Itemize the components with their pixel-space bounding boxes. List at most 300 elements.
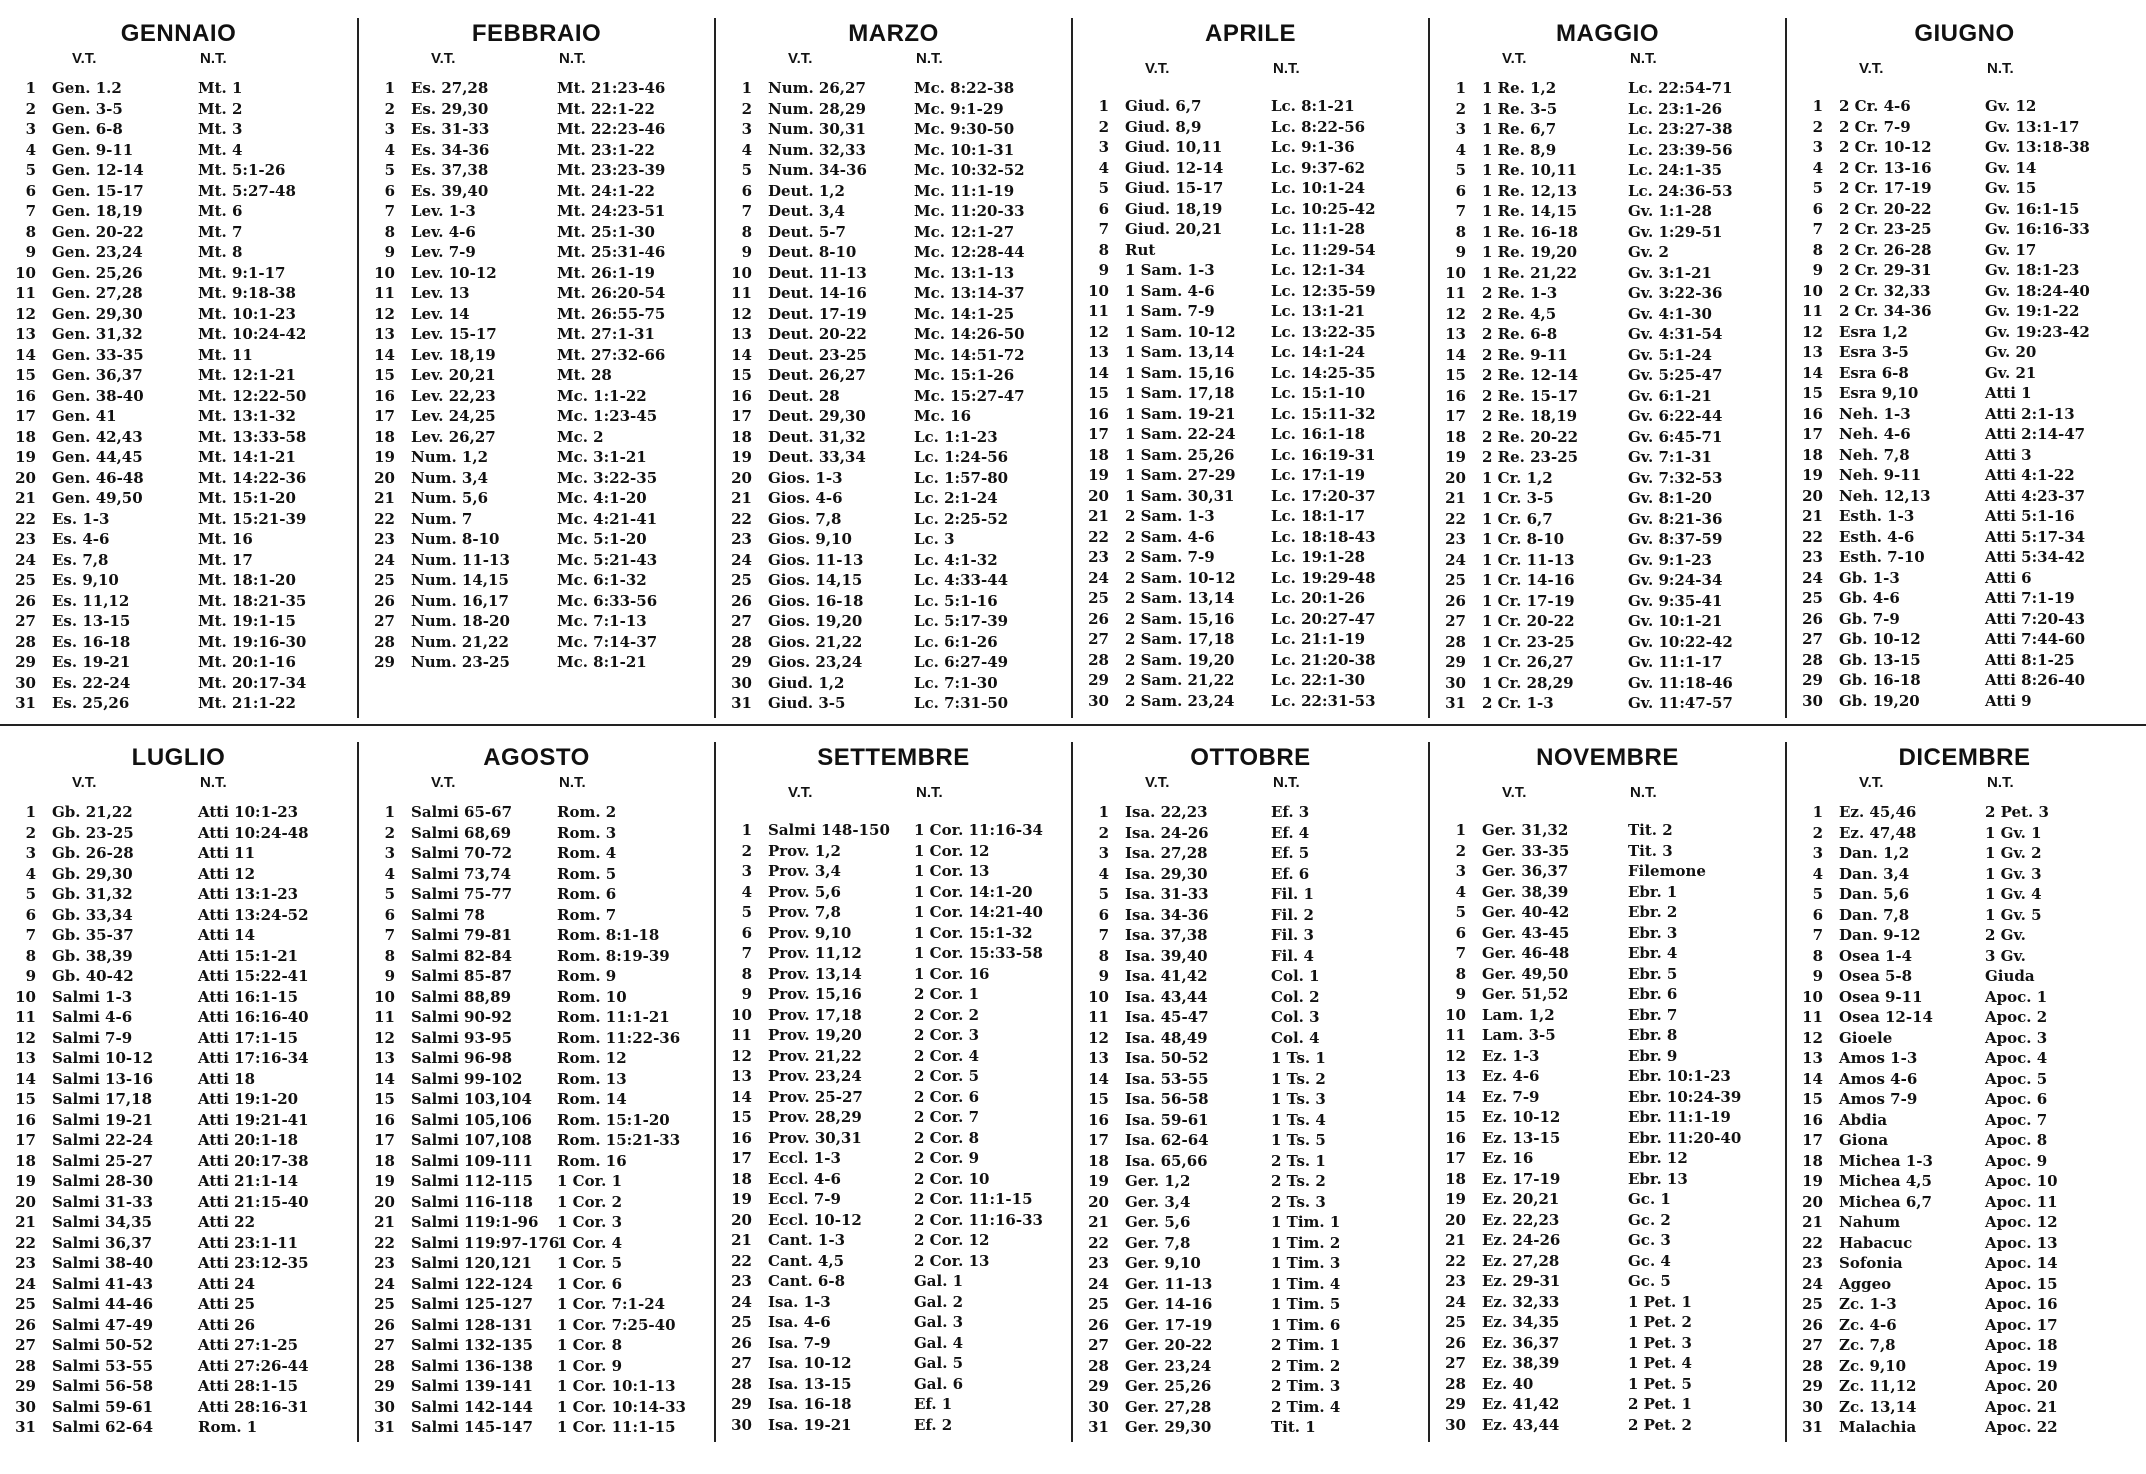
day-number: 18 (15, 1151, 36, 1170)
reading-row (1787, 1192, 2142, 1213)
new-testament-reading: Gv. 9:1-23 (1628, 550, 1712, 569)
reading-row (0, 693, 357, 714)
reading-row (1430, 882, 1785, 903)
reading-row (716, 820, 1071, 841)
old-testament-reading: Giona (1839, 1131, 1889, 1149)
day-number: 25 (15, 1295, 36, 1313)
old-testament-reading: Isa. 34-36 (1125, 905, 1209, 924)
old-testament-reading: Lev. 7-9 (411, 243, 476, 261)
reading-row (0, 925, 357, 946)
old-testament-reading: Giud. 6,7 (1125, 97, 1202, 115)
reading-row (716, 263, 1071, 284)
new-testament-reading: Rom. 7 (557, 905, 617, 924)
reading-row (1430, 861, 1785, 882)
old-testament-reading: Osea 1-4 (1839, 946, 1913, 965)
day-number: 7 (384, 202, 395, 220)
new-testament-reading: Gv. 15 (1985, 179, 2037, 197)
old-testament-reading: Num. 18-20 (411, 612, 510, 630)
new-testament-reading: Mc. 7:14-37 (557, 632, 658, 651)
day-number: 17 (1088, 425, 1109, 443)
new-testament-reading: Lc. 15:11-32 (1271, 404, 1376, 423)
day-number: 25 (374, 571, 395, 589)
reading-row (1430, 1107, 1785, 1128)
reading-row (1787, 1028, 2142, 1049)
reading-row (1430, 160, 1785, 181)
new-testament-reading: Ebr. 2 (1628, 903, 1678, 921)
new-testament-reading: Mt. 11 (198, 345, 253, 364)
old-testament-reading: Eccl. 7-9 (768, 1190, 841, 1208)
new-testament-reading: Apoc. 16 (1985, 1295, 2058, 1313)
reading-row (0, 386, 357, 407)
day-number: 4 (384, 864, 395, 883)
reading-row (1430, 529, 1785, 550)
new-testament-reading: Gal. 5 (914, 1354, 964, 1372)
day-number: 12 (15, 1028, 36, 1047)
new-testament-reading: Mt. 17 (198, 550, 253, 569)
old-testament-reading: Amos 7-9 (1839, 1090, 1918, 1108)
new-testament-reading: 2 Cor. 5 (914, 1067, 980, 1085)
readings-list (1787, 96, 2142, 711)
reading-row (1787, 1356, 2142, 1377)
day-number: 12 (374, 304, 395, 323)
day-number: 17 (731, 407, 752, 425)
reading-row (0, 1356, 357, 1377)
new-testament-reading: 2 Pet. 2 (1628, 1415, 1692, 1434)
new-testament-reading: Mc. 6:1-32 (557, 571, 647, 589)
reading-row (1430, 591, 1785, 612)
new-testament-reading: 2 Pet. 1 (1628, 1395, 1692, 1413)
reading-row (1073, 843, 1428, 864)
new-testament-reading: Atti 28:1-15 (198, 1377, 299, 1395)
nt-header: N.T. (1273, 59, 1300, 77)
day-number: 23 (731, 1272, 752, 1290)
day-number: 18 (15, 427, 36, 446)
reading-row (1787, 802, 2142, 823)
reading-row (716, 386, 1071, 407)
day-number: 6 (741, 181, 752, 200)
reading-row (0, 324, 357, 345)
day-number: 22 (374, 1233, 395, 1252)
reading-row (1430, 99, 1785, 120)
day-number: 7 (1098, 220, 1109, 238)
old-testament-reading: Gb. 16-18 (1839, 671, 1921, 689)
day-number: 8 (1455, 964, 1466, 983)
old-testament-reading: 1 Cr. 23-25 (1482, 632, 1575, 651)
old-testament-reading: 2 Sam. 10-12 (1125, 568, 1236, 587)
new-testament-reading: Mc. 3:1-21 (557, 448, 647, 466)
old-testament-reading: Salmi 122-124 (411, 1274, 533, 1293)
day-number: 31 (1088, 1418, 1109, 1436)
old-testament-reading: 2 Cr. 20-22 (1839, 199, 1932, 218)
new-testament-reading: 1 Tim. 2 (1271, 1233, 1341, 1252)
reading-row (1787, 864, 2142, 885)
new-testament-reading: Mc. 11:1-19 (914, 181, 1015, 200)
reading-row (0, 99, 357, 120)
old-testament-reading: Isa. 16-18 (768, 1395, 852, 1413)
old-testament-reading: Ez. 38,39 (1482, 1354, 1560, 1372)
old-testament-reading: Ez. 47,48 (1839, 823, 1917, 842)
day-number: 16 (374, 1110, 395, 1129)
new-testament-reading: Fil. 2 (1271, 905, 1314, 924)
old-testament-reading: Ez. 17-19 (1482, 1169, 1561, 1188)
old-testament-reading: Num. 23-25 (411, 653, 510, 671)
day-number: 5 (384, 885, 395, 903)
day-number: 8 (741, 222, 752, 241)
day-number: 16 (15, 1110, 36, 1129)
old-testament-reading: Salmi 62-64 (52, 1418, 154, 1436)
day-number: 4 (1812, 864, 1823, 883)
reading-row (1787, 342, 2142, 363)
day-number: 6 (1098, 905, 1109, 924)
reading-row (0, 1294, 357, 1315)
reading-row (1787, 383, 2142, 404)
reading-row (716, 693, 1071, 714)
old-testament-reading: Es. 22-24 (52, 673, 131, 692)
day-number: 9 (741, 243, 752, 261)
reading-row (359, 160, 714, 181)
new-testament-reading: Mt. 23:23-39 (557, 161, 666, 179)
day-number: 16 (15, 386, 36, 405)
reading-row (0, 1315, 357, 1336)
day-number: 29 (1088, 671, 1109, 689)
day-number: 3 (384, 120, 395, 138)
nt-header: N.T. (1630, 783, 1657, 801)
old-testament-reading: Ez. 16 (1482, 1149, 1534, 1167)
old-testament-reading: 2 Sam. 23,24 (1125, 691, 1235, 710)
reading-row (716, 529, 1071, 550)
old-testament-reading: Salmi 59-61 (52, 1397, 154, 1416)
reading-row (359, 802, 714, 823)
reading-row (1073, 506, 1428, 527)
new-testament-reading: 1 Cor. 15:1-32 (914, 923, 1033, 942)
old-testament-reading: 1 Cr. 28,29 (1482, 673, 1574, 692)
day-number: 23 (1445, 530, 1466, 548)
new-testament-reading: Mc. 6:33-56 (557, 591, 658, 610)
new-testament-reading: Mt. 18:21-35 (198, 591, 307, 610)
new-testament-reading: Gv. 11:18-46 (1628, 673, 1733, 692)
old-testament-reading: Salmi 1-3 (52, 987, 133, 1006)
reading-row (0, 181, 357, 202)
day-number: 15 (731, 366, 752, 384)
day-number: 19 (1802, 466, 1823, 484)
new-testament-reading: Fil. 3 (1271, 926, 1314, 944)
day-number: 9 (1812, 261, 1823, 279)
reading-row (1787, 1130, 2142, 1151)
new-testament-reading: Mt. 24:1-22 (557, 181, 655, 200)
old-testament-reading: Salmi 125-127 (411, 1295, 533, 1313)
reading-row (716, 1251, 1071, 1272)
old-testament-reading: Prov. 1,2 (768, 841, 841, 860)
day-number: 8 (1812, 946, 1823, 965)
reading-row (359, 427, 714, 448)
reading-row (359, 99, 714, 120)
new-testament-reading: Rom. 13 (557, 1069, 627, 1088)
reading-row (359, 1110, 714, 1131)
reading-row (359, 843, 714, 864)
reading-row (1430, 509, 1785, 530)
new-testament-reading: Mt. 15:1-20 (198, 489, 296, 507)
old-testament-reading: Gios. 11-13 (768, 550, 864, 569)
new-testament-reading: 1 Cor. 3 (557, 1213, 623, 1231)
day-number: 26 (15, 1315, 36, 1334)
reading-row (359, 283, 714, 304)
reading-row (359, 386, 714, 407)
new-testament-reading: Gv. 16:16-33 (1985, 220, 2090, 238)
reading-row (0, 140, 357, 161)
old-testament-reading: Deut. 8-10 (768, 243, 857, 261)
reading-row (1073, 1233, 1428, 1254)
reading-row (716, 1066, 1071, 1087)
new-testament-reading: 1 Pet. 2 (1628, 1313, 1692, 1331)
reading-row (1787, 281, 2142, 302)
old-testament-reading: Neh. 1-3 (1839, 404, 1911, 423)
day-number: 8 (25, 946, 36, 965)
old-testament-reading: Salmi 112-115 (411, 1172, 533, 1190)
reading-row (1430, 427, 1785, 448)
reading-row (0, 1274, 357, 1295)
reading-row (716, 1415, 1071, 1436)
new-testament-reading: Atti 5:17-34 (1985, 527, 2086, 546)
reading-row (1073, 178, 1428, 199)
month-block (1428, 18, 1785, 718)
new-testament-reading: Rom. 4 (557, 844, 617, 862)
reading-row (1073, 1007, 1428, 1028)
old-testament-reading: Salmi 13-16 (52, 1069, 154, 1088)
old-testament-reading: Deut. 5-7 (768, 222, 846, 241)
reading-row (1787, 1294, 2142, 1315)
old-testament-reading: Salmi 88,89 (411, 987, 512, 1006)
new-testament-reading: Gv. 16:1-15 (1985, 199, 2080, 218)
new-testament-reading: Mc. 8:22-38 (914, 79, 1015, 97)
reading-row (1073, 1376, 1428, 1397)
day-number: 14 (1088, 1069, 1109, 1088)
day-number: 9 (1098, 261, 1109, 279)
new-testament-reading: 2 Cor. 2 (914, 1005, 980, 1024)
old-testament-reading: 1 Sam. 15,16 (1125, 363, 1235, 382)
day-number: 31 (731, 694, 752, 712)
day-number: 1 (1098, 803, 1109, 821)
reading-row (0, 1253, 357, 1274)
reading-row (1430, 1230, 1785, 1251)
day-number: 28 (374, 1356, 395, 1375)
new-testament-reading: Lc. 17:20-37 (1271, 486, 1376, 505)
day-number: 19 (15, 448, 36, 466)
old-testament-reading: Ez. 20,21 (1482, 1190, 1560, 1208)
reading-row (1430, 652, 1785, 673)
reading-row (716, 181, 1071, 202)
day-number: 22 (1088, 1233, 1109, 1252)
day-number: 2 (1812, 117, 1823, 136)
new-testament-reading: Atti 11 (198, 844, 256, 862)
reading-row (716, 222, 1071, 243)
old-testament-reading: 1 Sam. 25,26 (1125, 445, 1235, 464)
month-title: NOVEMBRE (1536, 744, 1679, 771)
reading-row (1787, 1171, 2142, 1192)
new-testament-reading: Atti 21:1-14 (198, 1172, 299, 1190)
day-number: 10 (731, 1005, 752, 1024)
day-number: 9 (1098, 967, 1109, 985)
day-number: 26 (374, 1315, 395, 1334)
new-testament-reading: Lc. 2:1-24 (914, 489, 998, 507)
nt-header: N.T. (200, 50, 227, 67)
reading-row (1073, 219, 1428, 240)
old-testament-reading: Salmi 93-95 (411, 1028, 513, 1047)
old-testament-reading: Ger. 23,24 (1125, 1356, 1212, 1375)
old-testament-reading: Ez. 29-31 (1482, 1272, 1561, 1290)
old-testament-reading: Num. 34-36 (768, 161, 867, 179)
new-testament-reading: 2 Gv. (1985, 926, 2026, 944)
new-testament-reading: Mc. 13:14-37 (914, 284, 1025, 302)
reading-row (1787, 199, 2142, 220)
day-number: 18 (1445, 427, 1466, 446)
old-testament-reading: 1 Cr. 1,2 (1482, 468, 1553, 487)
day-number: 19 (1445, 448, 1466, 466)
new-testament-reading: Mc. 8:1-21 (557, 653, 647, 671)
old-testament-reading: Prov. 5,6 (768, 882, 841, 901)
new-testament-reading: Fil. 4 (1271, 946, 1314, 965)
day-number: 19 (731, 448, 752, 466)
day-number: 27 (374, 1336, 395, 1354)
new-testament-reading: Mt. 10:24-42 (198, 325, 307, 343)
reading-row (1430, 902, 1785, 923)
reading-row (359, 468, 714, 489)
reading-row (1430, 119, 1785, 140)
day-number: 11 (15, 284, 36, 302)
day-number: 1 (1455, 79, 1466, 97)
new-testament-reading: 1 Cor. 14:21-40 (914, 903, 1043, 921)
day-number: 23 (374, 530, 395, 548)
day-number: 3 (25, 844, 36, 862)
new-testament-reading: Tit. 3 (1628, 841, 1673, 860)
reading-row (716, 882, 1071, 903)
reading-row (1073, 1417, 1428, 1438)
new-testament-reading: 1 Cor. 13 (914, 862, 990, 880)
old-testament-reading: Ger. 11-13 (1125, 1274, 1213, 1293)
reading-row (716, 324, 1071, 345)
day-number: 7 (1455, 944, 1466, 962)
reading-row (1073, 527, 1428, 548)
day-number: 22 (1445, 509, 1466, 528)
day-number: 21 (374, 1213, 395, 1231)
old-testament-reading: Isa. 48,49 (1125, 1028, 1208, 1047)
new-testament-reading: Ef. 4 (1271, 823, 1310, 842)
day-number: 24 (1445, 1292, 1466, 1311)
reading-row (359, 1376, 714, 1397)
reading-row (1787, 506, 2142, 527)
day-number: 6 (1812, 199, 1823, 218)
day-number: 26 (731, 591, 752, 610)
reading-row (716, 902, 1071, 923)
old-testament-reading: Sofonia (1839, 1254, 1903, 1272)
reading-row (1787, 629, 2142, 650)
new-testament-reading: Mc. 15:1-26 (914, 366, 1015, 384)
day-number: 29 (1088, 1377, 1109, 1395)
old-testament-reading: Deut. 17-19 (768, 304, 867, 323)
old-testament-reading: Ger. 5,6 (1125, 1213, 1191, 1231)
day-number: 7 (1098, 926, 1109, 944)
month-block (357, 742, 714, 1442)
new-testament-reading: Atti 13:24-52 (198, 905, 309, 924)
old-testament-reading: Giud. 3-5 (768, 694, 846, 712)
new-testament-reading: 1 Cor. 9 (557, 1356, 623, 1375)
day-number: 20 (731, 1210, 752, 1229)
new-testament-reading: Rom. 8:1-18 (557, 926, 660, 944)
old-testament-reading: Gen. 29,30 (52, 304, 143, 323)
new-testament-reading: Lc. 22:1-30 (1271, 671, 1366, 689)
day-number: 13 (1445, 1067, 1466, 1085)
reading-row (1430, 550, 1785, 571)
day-number: 10 (15, 987, 36, 1006)
day-number: 8 (1812, 240, 1823, 259)
new-testament-reading: Apoc. 6 (1985, 1090, 2048, 1108)
old-testament-reading: Ez. 41,42 (1482, 1395, 1560, 1413)
old-testament-reading: Ger. 17-19 (1125, 1315, 1213, 1334)
day-number: 9 (25, 243, 36, 261)
day-number: 4 (1455, 882, 1466, 901)
old-testament-reading: Deut. 1,2 (768, 181, 845, 200)
new-testament-reading: Lc. 6:27-49 (914, 653, 1009, 671)
reading-row (1787, 609, 2142, 630)
reading-row (0, 78, 357, 99)
old-testament-reading: Eccl. 1-3 (768, 1149, 841, 1167)
new-testament-reading: Apoc. 7 (1985, 1110, 2048, 1129)
old-testament-reading: Salmi 4-6 (52, 1008, 133, 1026)
old-testament-reading: Gios. 16-18 (768, 591, 864, 610)
old-testament-reading: Gb. 1-3 (1839, 568, 1900, 587)
vt-header: V.T. (72, 774, 97, 791)
new-testament-reading: 1 Cor. 2 (557, 1192, 623, 1211)
day-number: 25 (1088, 589, 1109, 607)
day-number: 5 (1455, 161, 1466, 179)
day-number: 3 (1098, 844, 1109, 862)
new-testament-reading: Atti 12 (198, 864, 256, 883)
day-number: 3 (1098, 138, 1109, 156)
new-testament-reading: Lc. 16:1-18 (1271, 425, 1366, 443)
day-number: 1 (384, 79, 395, 97)
new-testament-reading: Ebr. 3 (1628, 923, 1678, 942)
old-testament-reading: Gios. 23,24 (768, 653, 863, 671)
day-number: 20 (1088, 486, 1109, 505)
reading-row (1787, 219, 2142, 240)
day-number: 18 (1445, 1169, 1466, 1188)
day-number: 24 (731, 1292, 752, 1311)
new-testament-reading: Apoc. 10 (1985, 1172, 2058, 1190)
new-testament-reading: 1 Tim. 5 (1271, 1295, 1341, 1313)
new-testament-reading: Atti 20:17-38 (198, 1151, 309, 1170)
readings-list (716, 78, 1071, 714)
day-number: 7 (384, 926, 395, 944)
new-testament-reading: Apoc. 14 (1985, 1254, 2058, 1272)
new-testament-reading: Atti 17:16-34 (198, 1049, 309, 1067)
new-testament-reading: Lc. 18:18-43 (1271, 527, 1376, 546)
old-testament-reading: Gios. 9,10 (768, 530, 852, 548)
reading-row (1430, 1394, 1785, 1415)
reading-row (716, 304, 1071, 325)
old-testament-reading: Osea 5-8 (1839, 967, 1913, 985)
new-testament-reading: Gc. 3 (1628, 1231, 1671, 1249)
reading-row (359, 1048, 714, 1069)
new-testament-reading: Gv. 8:21-36 (1628, 509, 1723, 528)
day-number: 23 (1802, 1254, 1823, 1272)
new-testament-reading: Mt. 25:31-46 (557, 243, 666, 261)
old-testament-reading: Lev. 14 (411, 304, 470, 323)
old-testament-reading: Deut. 23-25 (768, 345, 867, 364)
new-testament-reading: Mt. 28 (557, 366, 612, 384)
old-testament-reading: Isa. 41,42 (1125, 967, 1208, 985)
nt-header: N.T. (559, 50, 586, 67)
day-number: 2 (1098, 823, 1109, 842)
reading-row (1073, 925, 1428, 946)
